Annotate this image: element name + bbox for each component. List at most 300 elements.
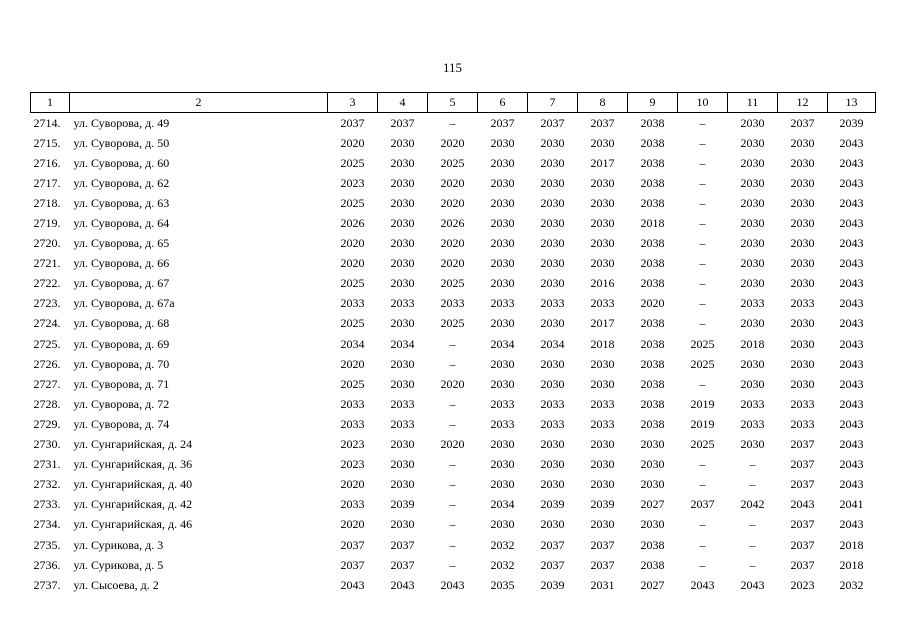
year-cell-col-7: 2033 — [540, 296, 565, 311]
year-cell-col-11: 2030 — [740, 356, 765, 371]
year-cell-col-4: 2030 — [390, 437, 415, 452]
year-cell-col-7: 2037 — [540, 115, 565, 130]
year-cell-col-9: 2030 — [640, 477, 665, 492]
year-cell-col-3: 2033 — [340, 296, 365, 311]
year-cell-col-8: 2037 — [590, 115, 615, 130]
year-cell-col-9: 2038 — [640, 336, 665, 351]
row-number: 2725. — [33, 336, 61, 351]
year-cell-col-13: 2043 — [839, 457, 864, 472]
year-cell-col-12: 2033 — [790, 416, 815, 431]
year-cell-col-9: 2038 — [640, 256, 665, 271]
year-cell-col-9: 2038 — [640, 396, 665, 411]
year-cell-col-13: 2043 — [839, 336, 864, 351]
year-cell-col-9: 2038 — [640, 276, 665, 291]
year-cell-col-10: – — [699, 316, 706, 331]
column-header-13: 13 — [828, 93, 876, 113]
year-cell-col-13: 2043 — [839, 396, 864, 411]
year-cell-col-4: 2030 — [390, 517, 415, 532]
year-cell-col-11: 2030 — [740, 216, 765, 231]
year-cell-col-11: – — [749, 517, 756, 532]
year-cell-col-12: 2030 — [790, 155, 815, 170]
table-row — [31, 213, 876, 233]
year-cell-col-8: 2039 — [590, 497, 615, 512]
year-cell-col-12: 2037 — [790, 457, 815, 472]
row-number: 2732. — [33, 477, 61, 492]
year-cell-col-8: 2033 — [590, 296, 615, 311]
row-number: 2729. — [33, 416, 61, 431]
year-cell-col-13: 2041 — [839, 497, 864, 512]
row-number: 2735. — [33, 537, 61, 552]
year-cell-col-11: 2030 — [740, 316, 765, 331]
year-cell-col-13: 2043 — [839, 416, 864, 431]
row-number: 2724. — [33, 316, 61, 331]
address-cell: ул. Сунгарийская, д. 42 — [73, 497, 193, 512]
address-cell: ул. Суворова, д. 49 — [73, 115, 170, 130]
year-cell-col-8: 2030 — [590, 356, 615, 371]
year-cell-col-9: 2038 — [640, 356, 665, 371]
column-header-8: 8 — [578, 93, 628, 113]
year-cell-col-6: 2030 — [490, 276, 515, 291]
year-cell-col-7: 2037 — [540, 557, 565, 572]
address-cell: ул. Суворова, д. 50 — [73, 135, 170, 150]
year-cell-col-4: 2039 — [390, 497, 415, 512]
year-cell-col-5: 2033 — [440, 296, 465, 311]
year-cell-col-3: 2025 — [340, 376, 365, 391]
year-cell-col-8: 2030 — [590, 175, 615, 190]
year-cell-col-3: 2023 — [340, 457, 365, 472]
year-cell-col-5: 2020 — [440, 376, 465, 391]
year-cell-col-11: 2018 — [740, 336, 765, 351]
year-cell-col-6: 2032 — [490, 537, 515, 552]
year-cell-col-13: 2043 — [839, 376, 864, 391]
year-cell-col-10: – — [699, 376, 706, 391]
table-row — [31, 475, 876, 495]
year-cell-col-8: 2030 — [590, 135, 615, 150]
address-cell: ул. Суворова, д. 70 — [73, 356, 170, 371]
table-row — [31, 535, 876, 555]
column-header-12: 12 — [778, 93, 828, 113]
year-cell-col-8: 2030 — [590, 376, 615, 391]
year-cell-col-4: 2030 — [390, 316, 415, 331]
year-cell-col-6: 2034 — [490, 336, 515, 351]
year-cell-col-8: 2033 — [590, 396, 615, 411]
year-cell-col-4: 2033 — [390, 396, 415, 411]
year-cell-col-5: 2026 — [440, 216, 465, 231]
year-cell-col-7: 2030 — [540, 316, 565, 331]
year-cell-col-10: 2025 — [690, 437, 715, 452]
year-cell-col-3: 2020 — [340, 477, 365, 492]
row-number: 2721. — [33, 256, 61, 271]
year-cell-col-4: 2034 — [390, 336, 415, 351]
year-cell-col-9: 2027 — [640, 497, 665, 512]
year-cell-col-12: 2037 — [790, 115, 815, 130]
year-cell-col-4: 2030 — [390, 356, 415, 371]
year-cell-col-12: 2037 — [790, 477, 815, 492]
address-cell: ул. Сунгарийская, д. 40 — [73, 477, 193, 492]
year-cell-col-6: 2037 — [490, 115, 515, 130]
year-cell-col-13: 2032 — [839, 577, 864, 592]
column-header-6: 6 — [478, 93, 528, 113]
year-cell-col-9: 2030 — [640, 437, 665, 452]
address-cell: ул. Суворова, д. 69 — [73, 336, 170, 351]
year-cell-col-5: 2020 — [440, 256, 465, 271]
year-cell-col-10: – — [699, 276, 706, 291]
year-cell-col-13: 2043 — [839, 437, 864, 452]
row-number: 2718. — [33, 195, 61, 210]
year-cell-col-4: 2030 — [390, 175, 415, 190]
year-cell-col-8: 2018 — [590, 336, 615, 351]
year-cell-col-7: 2033 — [540, 416, 565, 431]
year-cell-col-7: 2030 — [540, 175, 565, 190]
year-cell-col-3: 2034 — [340, 336, 365, 351]
address-cell: ул. Сунгарийская, д. 36 — [73, 457, 193, 472]
year-cell-col-3: 2023 — [340, 175, 365, 190]
year-cell-col-10: – — [699, 557, 706, 572]
year-cell-col-7: 2030 — [540, 256, 565, 271]
year-cell-col-7: 2030 — [540, 376, 565, 391]
year-cell-col-12: 2023 — [790, 577, 815, 592]
year-cell-col-6: 2030 — [490, 135, 515, 150]
year-cell-col-5: 2020 — [440, 195, 465, 210]
year-cell-col-13: 2043 — [839, 256, 864, 271]
year-cell-col-5: – — [449, 356, 456, 371]
table-row — [31, 555, 876, 575]
year-cell-col-7: 2030 — [540, 477, 565, 492]
year-cell-col-8: 2031 — [590, 577, 615, 592]
year-cell-col-4: 2030 — [390, 216, 415, 231]
table-row — [31, 113, 876, 134]
address-cell: ул. Сунгарийская, д. 24 — [73, 437, 193, 452]
year-cell-col-4: 2030 — [390, 276, 415, 291]
row-number: 2727. — [33, 376, 61, 391]
year-cell-col-13: 2043 — [839, 276, 864, 291]
year-cell-col-9: 2030 — [640, 517, 665, 532]
year-cell-col-6: 2034 — [490, 497, 515, 512]
year-cell-col-3: 2025 — [340, 276, 365, 291]
year-cell-col-11: 2030 — [740, 155, 765, 170]
address-cell: ул. Суворова, д. 71 — [73, 376, 170, 391]
year-cell-col-3: 2033 — [340, 396, 365, 411]
year-cell-col-8: 2030 — [590, 216, 615, 231]
year-cell-col-10: – — [699, 175, 706, 190]
year-cell-col-10: – — [699, 537, 706, 552]
year-cell-col-3: 2037 — [340, 557, 365, 572]
year-cell-col-6: 2032 — [490, 557, 515, 572]
year-cell-col-6: 2030 — [490, 457, 515, 472]
row-number: 2720. — [33, 236, 61, 251]
year-cell-col-10: 2019 — [690, 396, 715, 411]
year-cell-col-6: 2030 — [490, 216, 515, 231]
row-number: 2731. — [33, 457, 61, 472]
year-cell-col-13: 2043 — [839, 356, 864, 371]
year-cell-col-3: 2020 — [340, 356, 365, 371]
table-row — [31, 274, 876, 294]
year-cell-col-5: – — [449, 416, 456, 431]
year-cell-col-8: 2037 — [590, 557, 615, 572]
year-cell-col-4: 2030 — [390, 477, 415, 492]
year-cell-col-6: 2030 — [490, 477, 515, 492]
column-header-4: 4 — [378, 93, 428, 113]
year-cell-col-12: 2030 — [790, 175, 815, 190]
year-cell-col-9: 2018 — [640, 216, 665, 231]
year-cell-col-4: 2033 — [390, 296, 415, 311]
table-row — [31, 354, 876, 374]
address-cell: ул. Суворова, д. 68 — [73, 316, 170, 331]
year-cell-col-4: 2037 — [390, 537, 415, 552]
year-cell-col-12: 2033 — [790, 396, 815, 411]
year-cell-col-11: – — [749, 477, 756, 492]
year-cell-col-4: 2030 — [390, 236, 415, 251]
year-cell-col-5: – — [449, 396, 456, 411]
year-cell-col-9: 2030 — [640, 457, 665, 472]
table-row — [31, 193, 876, 213]
table-row — [31, 133, 876, 153]
year-cell-col-5: 2020 — [440, 236, 465, 251]
year-cell-col-7: 2030 — [540, 135, 565, 150]
year-cell-col-8: 2030 — [590, 236, 615, 251]
year-cell-col-12: 2030 — [790, 276, 815, 291]
year-cell-col-12: 2043 — [790, 497, 815, 512]
year-cell-col-7: 2030 — [540, 155, 565, 170]
year-cell-col-5: 2020 — [440, 437, 465, 452]
year-cell-col-5: – — [449, 457, 456, 472]
address-cell: ул. Сурикова, д. 3 — [73, 537, 164, 552]
year-cell-col-3: 2020 — [340, 135, 365, 150]
year-cell-col-10: – — [699, 517, 706, 532]
year-cell-col-3: 2020 — [340, 236, 365, 251]
year-cell-col-4: 2030 — [390, 457, 415, 472]
year-cell-col-4: 2030 — [390, 155, 415, 170]
address-cell: ул. Суворова, д. 63 — [73, 195, 170, 210]
year-cell-col-13: 2043 — [839, 296, 864, 311]
year-cell-col-10: – — [699, 135, 706, 150]
year-cell-col-10: 2025 — [690, 336, 715, 351]
year-cell-col-13: 2018 — [839, 537, 864, 552]
year-cell-col-3: 2043 — [340, 577, 365, 592]
year-cell-col-10: – — [699, 155, 706, 170]
year-cell-col-6: 2033 — [490, 396, 515, 411]
table-body — [31, 113, 876, 596]
year-cell-col-3: 2033 — [340, 416, 365, 431]
row-number: 2717. — [33, 175, 61, 190]
year-cell-col-6: 2035 — [490, 577, 515, 592]
year-cell-col-6: 2033 — [490, 416, 515, 431]
year-cell-col-6: 2030 — [490, 155, 515, 170]
year-cell-col-8: 2030 — [590, 195, 615, 210]
year-cell-col-5: 2025 — [440, 155, 465, 170]
year-cell-col-9: 2038 — [640, 195, 665, 210]
year-cell-col-7: 2034 — [540, 336, 565, 351]
address-cell: ул. Сурикова, д. 5 — [73, 557, 164, 572]
year-cell-col-8: 2030 — [590, 477, 615, 492]
year-cell-col-7: 2030 — [540, 216, 565, 231]
year-cell-col-13: 2043 — [839, 195, 864, 210]
column-header-2: 2 — [70, 93, 328, 113]
year-cell-col-3: 2037 — [340, 115, 365, 130]
year-cell-col-9: 2038 — [640, 236, 665, 251]
column-header-1: 1 — [31, 93, 70, 113]
year-cell-col-10: – — [699, 296, 706, 311]
year-cell-col-11: – — [749, 557, 756, 572]
year-cell-col-11: 2033 — [740, 416, 765, 431]
year-cell-col-9: 2038 — [640, 115, 665, 130]
year-cell-col-8: 2017 — [590, 316, 615, 331]
column-header-3: 3 — [328, 93, 378, 113]
year-cell-col-10: – — [699, 236, 706, 251]
row-number: 2723. — [33, 296, 61, 311]
year-cell-col-6: 2030 — [490, 316, 515, 331]
year-cell-col-11: 2030 — [740, 175, 765, 190]
year-cell-col-10: – — [699, 115, 706, 130]
year-cell-col-7: 2030 — [540, 356, 565, 371]
year-cell-col-12: 2037 — [790, 437, 815, 452]
address-cell: ул. Суворова, д. 64 — [73, 216, 170, 231]
year-cell-col-4: 2030 — [390, 195, 415, 210]
year-cell-col-10: 2037 — [690, 497, 715, 512]
year-cell-col-4: 2030 — [390, 376, 415, 391]
table-row — [31, 455, 876, 475]
year-cell-col-11: 2030 — [740, 256, 765, 271]
row-number: 2733. — [33, 497, 61, 512]
table-row — [31, 374, 876, 394]
year-cell-col-11: 2033 — [740, 296, 765, 311]
year-cell-col-5: 2025 — [440, 276, 465, 291]
year-cell-col-4: 2030 — [390, 256, 415, 271]
year-cell-col-6: 2030 — [490, 517, 515, 532]
year-cell-col-6: 2030 — [490, 437, 515, 452]
year-cell-col-9: 2038 — [640, 557, 665, 572]
year-cell-col-9: 2020 — [640, 296, 665, 311]
year-cell-col-5: – — [449, 497, 456, 512]
address-cell: ул. Суворова, д. 65 — [73, 236, 170, 251]
year-cell-col-5: – — [449, 115, 456, 130]
year-cell-col-9: 2027 — [640, 577, 665, 592]
year-cell-col-5: – — [449, 336, 456, 351]
year-cell-col-12: 2033 — [790, 296, 815, 311]
year-cell-col-3: 2025 — [340, 316, 365, 331]
year-cell-col-12: 2030 — [790, 336, 815, 351]
year-cell-col-8: 2030 — [590, 457, 615, 472]
year-cell-col-3: 2023 — [340, 437, 365, 452]
schedule-table — [30, 92, 876, 595]
year-cell-col-5: – — [449, 477, 456, 492]
year-cell-col-8: 2030 — [590, 256, 615, 271]
year-cell-col-10: – — [699, 457, 706, 472]
table-row — [31, 173, 876, 193]
year-cell-col-5: – — [449, 537, 456, 552]
row-number: 2719. — [33, 216, 61, 231]
address-cell: ул. Суворова, д. 72 — [73, 396, 170, 411]
year-cell-col-7: 2030 — [540, 195, 565, 210]
address-cell: ул. Суворова, д. 60 — [73, 155, 170, 170]
year-cell-col-12: 2030 — [790, 135, 815, 150]
year-cell-col-4: 2033 — [390, 416, 415, 431]
year-cell-col-12: 2030 — [790, 216, 815, 231]
address-cell: ул. Сысоева, д. 2 — [73, 577, 159, 592]
year-cell-col-8: 2030 — [590, 437, 615, 452]
year-cell-col-7: 2030 — [540, 457, 565, 472]
address-cell: ул. Суворова, д. 74 — [73, 416, 170, 431]
year-cell-col-6: 2033 — [490, 296, 515, 311]
year-cell-col-11: 2033 — [740, 396, 765, 411]
table-row — [31, 414, 876, 434]
address-cell: ул. Суворова, д. 67 — [73, 276, 170, 291]
year-cell-col-12: 2030 — [790, 195, 815, 210]
row-number: 2728. — [33, 396, 61, 411]
year-cell-col-10: – — [699, 477, 706, 492]
year-cell-col-10: 2025 — [690, 356, 715, 371]
table-row — [31, 495, 876, 515]
year-cell-col-12: 2030 — [790, 236, 815, 251]
year-cell-col-3: 2033 — [340, 497, 365, 512]
year-cell-col-8: 2030 — [590, 517, 615, 532]
year-cell-col-5: – — [449, 557, 456, 572]
year-cell-col-11: 2030 — [740, 437, 765, 452]
address-cell: ул. Сунгарийская, д. 46 — [73, 517, 193, 532]
year-cell-col-5: – — [449, 517, 456, 532]
year-cell-col-6: 2030 — [490, 175, 515, 190]
year-cell-col-13: 2043 — [839, 477, 864, 492]
year-cell-col-9: 2038 — [640, 155, 665, 170]
year-cell-col-11: 2043 — [740, 577, 765, 592]
year-cell-col-12: 2037 — [790, 517, 815, 532]
year-cell-col-7: 2030 — [540, 517, 565, 532]
table-row — [31, 314, 876, 334]
table-header — [31, 93, 876, 113]
address-cell: ул. Суворова, д. 67а — [73, 296, 175, 311]
year-cell-col-8: 2037 — [590, 537, 615, 552]
row-number: 2715. — [33, 135, 61, 150]
row-number: 2726. — [33, 356, 61, 371]
year-cell-col-5: 2020 — [440, 175, 465, 190]
year-cell-col-11: – — [749, 457, 756, 472]
row-number: 2730. — [33, 437, 61, 452]
column-header-9: 9 — [628, 93, 678, 113]
year-cell-col-4: 2043 — [390, 577, 415, 592]
address-cell: ул. Суворова, д. 66 — [73, 256, 170, 271]
year-cell-col-7: 2039 — [540, 577, 565, 592]
column-header-7: 7 — [528, 93, 578, 113]
year-cell-col-10: 2019 — [690, 416, 715, 431]
year-cell-col-11: 2042 — [740, 497, 765, 512]
table-row — [31, 334, 876, 354]
row-number: 2716. — [33, 155, 61, 170]
table-row — [31, 254, 876, 274]
year-cell-col-8: 2017 — [590, 155, 615, 170]
year-cell-col-4: 2030 — [390, 135, 415, 150]
year-cell-col-3: 2020 — [340, 517, 365, 532]
year-cell-col-5: 2043 — [440, 577, 465, 592]
row-number: 2734. — [33, 517, 61, 532]
year-cell-col-3: 2025 — [340, 155, 365, 170]
page-number: 115 — [442, 60, 463, 75]
year-cell-col-7: 2030 — [540, 437, 565, 452]
year-cell-col-11: 2030 — [740, 115, 765, 130]
year-cell-col-12: 2037 — [790, 557, 815, 572]
year-cell-col-8: 2033 — [590, 416, 615, 431]
year-cell-col-10: – — [699, 256, 706, 271]
year-cell-col-6: 2030 — [490, 236, 515, 251]
year-cell-col-12: 2030 — [790, 316, 815, 331]
year-cell-col-12: 2037 — [790, 537, 815, 552]
year-cell-col-10: 2043 — [690, 577, 715, 592]
year-cell-col-10: – — [699, 195, 706, 210]
year-cell-col-11: 2030 — [740, 135, 765, 150]
year-cell-col-7: 2030 — [540, 236, 565, 251]
column-header-5: 5 — [428, 93, 478, 113]
year-cell-col-13: 2043 — [839, 175, 864, 190]
year-cell-col-11: 2030 — [740, 376, 765, 391]
